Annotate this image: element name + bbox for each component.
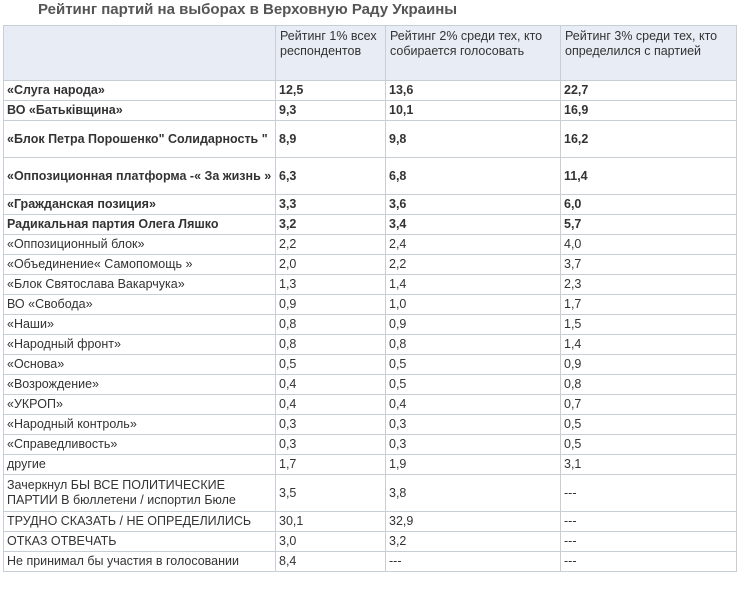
rating-3-value: 16,9	[561, 101, 737, 121]
rating-1-value: 0,8	[276, 315, 386, 335]
rating-2-value: 1,9	[386, 455, 561, 475]
rating-2-value: 9,8	[386, 121, 561, 158]
rating-1-value: 12,5	[276, 81, 386, 101]
rating-1-value: 3,5	[276, 475, 386, 512]
rating-2-value: 3,2	[386, 532, 561, 552]
rating-2-value: 0,3	[386, 435, 561, 455]
table-row	[4, 435, 737, 455]
rating-1-value: 0,3	[276, 415, 386, 435]
rating-2-value: 0,3	[386, 415, 561, 435]
rating-3-value: 3,1	[561, 455, 737, 475]
page-title: Рейтинг партий на выборах в Верховную Раду Украины	[38, 1, 458, 18]
table-row	[4, 335, 737, 355]
table-row	[4, 512, 737, 532]
rating-3-value: 1,4	[561, 335, 737, 355]
rating-1-value: 8,9	[276, 121, 386, 158]
rating-2-value: 10,1	[386, 101, 561, 121]
rating-3-value: 0,8	[561, 375, 737, 395]
header-rating-3: Рейтинг 3% среди тех, кто определился с партией	[561, 26, 737, 81]
rating-2-value: 3,6	[386, 195, 561, 215]
rating-1-value: 1,7	[276, 455, 386, 475]
table-row	[4, 315, 737, 335]
table-row	[4, 158, 737, 195]
party-name: «Объединение« Самопомощь »	[4, 255, 276, 275]
table-row	[4, 455, 737, 475]
table-row	[4, 355, 737, 375]
rating-1-value: 0,8	[276, 335, 386, 355]
party-name: Не принимал бы участия в голосовании	[4, 552, 276, 572]
rating-3-value: ---	[561, 532, 737, 552]
party-name: ОТКАЗ ОТВЕЧАТЬ	[4, 532, 276, 552]
table-row	[4, 121, 737, 158]
table-row	[4, 295, 737, 315]
party-name: Зачеркнул БЫ ВСЕ ПОЛИТИЧЕСКИЕ ПАРТИИ В бюллетени / испортил Бюле	[4, 475, 276, 512]
rating-3-value: 4,0	[561, 235, 737, 255]
table-header-row	[4, 26, 737, 81]
party-name: «Народный фронт»	[4, 335, 276, 355]
rating-2-value: 2,4	[386, 235, 561, 255]
party-name: «Народный контроль»	[4, 415, 276, 435]
party-name: «Возрождение»	[4, 375, 276, 395]
rating-3-value: 3,7	[561, 255, 737, 275]
table-row	[4, 101, 737, 121]
header-rating-1: Рейтинг 1% всех респондентов	[276, 26, 386, 81]
rating-1-value: 3,3	[276, 195, 386, 215]
rating-1-value: 0,3	[276, 435, 386, 455]
rating-3-value: 22,7	[561, 81, 737, 101]
rating-1-value: 0,5	[276, 355, 386, 375]
rating-3-value: ---	[561, 552, 737, 572]
rating-3-value: 0,5	[561, 415, 737, 435]
rating-3-value: 0,7	[561, 395, 737, 415]
party-name: «УКРОП»	[4, 395, 276, 415]
rating-1-value: 0,4	[276, 395, 386, 415]
header-party	[4, 26, 276, 81]
rating-table	[3, 25, 737, 572]
rating-2-value: 0,5	[386, 375, 561, 395]
rating-2-value: ---	[386, 552, 561, 572]
rating-2-value: 3,8	[386, 475, 561, 512]
party-name: «Слуга народа»	[4, 81, 276, 101]
table-row	[4, 275, 737, 295]
rating-1-value: 1,3	[276, 275, 386, 295]
rating-2-value: 0,5	[386, 355, 561, 375]
party-name: ВО «Батьківщина»	[4, 101, 276, 121]
rating-3-value: 1,7	[561, 295, 737, 315]
rating-3-value: 6,0	[561, 195, 737, 215]
rating-3-value: 1,5	[561, 315, 737, 335]
party-name: «Наши»	[4, 315, 276, 335]
rating-3-value: 0,9	[561, 355, 737, 375]
rating-1-value: 0,4	[276, 375, 386, 395]
rating-2-value: 0,8	[386, 335, 561, 355]
rating-1-value: 2,0	[276, 255, 386, 275]
rating-3-value: 5,7	[561, 215, 737, 235]
rating-1-value: 3,2	[276, 215, 386, 235]
party-name: Радикальная партия Олега Ляшко	[4, 215, 276, 235]
rating-3-value: 11,4	[561, 158, 737, 195]
table-row	[4, 195, 737, 215]
rating-1-value: 6,3	[276, 158, 386, 195]
rating-1-value: 2,2	[276, 235, 386, 255]
rating-2-value: 13,6	[386, 81, 561, 101]
table-row	[4, 475, 737, 512]
party-name: «Оппозиционная платформа -« За жизнь »	[4, 158, 276, 195]
party-name: ВО «Свобода»	[4, 295, 276, 315]
rating-3-value: 2,3	[561, 275, 737, 295]
rating-1-value: 9,3	[276, 101, 386, 121]
table-row	[4, 255, 737, 275]
table-row	[4, 81, 737, 101]
party-name: ТРУДНО СКАЗАТЬ / НЕ ОПРЕДЕЛИЛИСЬ	[4, 512, 276, 532]
table-row	[4, 395, 737, 415]
party-name: «Основа»	[4, 355, 276, 375]
rating-2-value: 32,9	[386, 512, 561, 532]
rating-3-value: 0,5	[561, 435, 737, 455]
table-row	[4, 552, 737, 572]
rating-2-value: 3,4	[386, 215, 561, 235]
table-row	[4, 235, 737, 255]
party-name: «Справедливость»	[4, 435, 276, 455]
table-row	[4, 215, 737, 235]
rating-1-value: 30,1	[276, 512, 386, 532]
table-row	[4, 532, 737, 552]
rating-3-value: ---	[561, 475, 737, 512]
rating-2-value: 1,0	[386, 295, 561, 315]
rating-1-value: 3,0	[276, 532, 386, 552]
rating-2-value: 0,4	[386, 395, 561, 415]
rating-1-value: 0,9	[276, 295, 386, 315]
table-row	[4, 415, 737, 435]
rating-3-value: ---	[561, 512, 737, 532]
rating-2-value: 2,2	[386, 255, 561, 275]
party-name: «Оппозиционный блок»	[4, 235, 276, 255]
header-rating-2: Рейтинг 2% среди тех, кто собирается голосовать	[386, 26, 561, 81]
party-name: другие	[4, 455, 276, 475]
party-name: «Блок Петра Порошенко" Солидарность "	[4, 121, 276, 158]
table-row	[4, 375, 737, 395]
party-name: «Гражданская позиция»	[4, 195, 276, 215]
rating-2-value: 1,4	[386, 275, 561, 295]
party-name: «Блок Святослава Вакарчука»	[4, 275, 276, 295]
rating-3-value: 16,2	[561, 121, 737, 158]
rating-1-value: 8,4	[276, 552, 386, 572]
rating-2-value: 0,9	[386, 315, 561, 335]
rating-2-value: 6,8	[386, 158, 561, 195]
